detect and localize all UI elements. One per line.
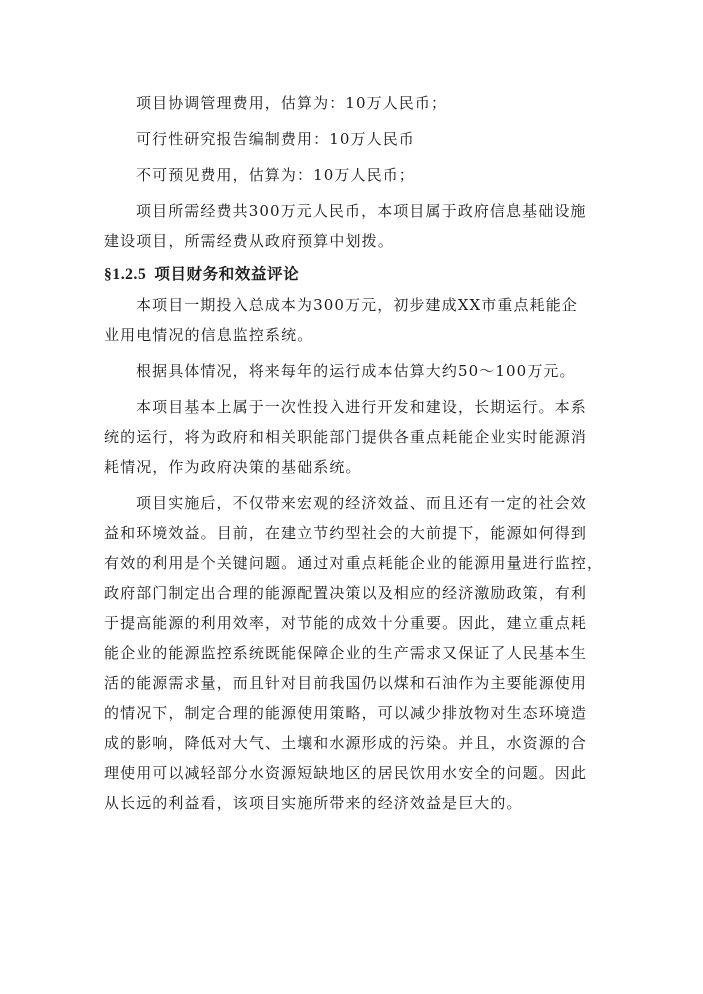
paragraph-line: 业用电情况的信息监控系统。 [104,326,314,344]
section-number: §1.2.5 [104,266,147,283]
contingency-fee-line: 不可预见费用，估算为：10万人民币； [136,166,415,184]
section-title: 项目财务和效益评论 [154,266,300,283]
paragraph-line: 从长远的利益看，该项目实施所带来的经济效益是巨大的。 [104,794,523,812]
paragraph-line: 有效的利用是个关键问题。通过对重点耗能企业的能源用量进行监控， [104,554,604,572]
benefit-paragraph [104,488,610,818]
section-heading [104,260,610,290]
paragraph-line: 项目所需经费共300万元人民币，本项目属于政府信息基础设施 [136,202,587,220]
paragraph-line: 耗情况，作为政府决策的基础系统。 [104,458,362,476]
document-body [104,88,610,818]
paragraph-line: 活的能源需求量，而且针对目前我国仍以煤和石油作为主要能源使用 [104,674,588,692]
investment-paragraph [104,290,610,350]
paragraph-line: 本项目基本上属于一次性投入进行开发和建设，长期运行。本系 [136,398,587,416]
paragraph-line: 本项目一期投入总成本为300万元，初步建成XX市重点耗能企 [136,296,578,314]
funding-paragraph [104,196,610,256]
paragraph-line: 益和环境效益。目前，在建立节约型社会的大前提下，能源如何得到 [104,524,588,542]
paragraph-line: 理使用可以减轻部分水资源短缺地区的居民饮用水安全的问题。因此 [104,764,588,782]
paragraph-line: 政府部门制定出合理的能源配置决策以及相应的经济激励政策，有利 [104,584,588,602]
paragraph-line: 建设项目，所需经费从政府预算中划拨。 [104,232,394,250]
paragraph-line: 根据具体情况，将来每年的运行成本估算大约50～100万元。 [136,362,576,380]
paragraph-line: 成的影响，降低对大气、土壤和水源形成的污染。并且，水资源的合 [104,734,588,752]
operating-cost-paragraph [104,356,610,386]
feasibility-fee-line: 可行性研究报告编制费用：10万人民币 [136,130,415,148]
paragraph-line: 项目实施后，不仅带来宏观的经济效益、而且还有一定的社会效 [136,494,587,512]
paragraph-line: 能企业的能源监控系统既能保障企业的生产需求又保证了人民基本生 [104,644,588,662]
system-paragraph [104,392,610,482]
paragraph-line: 的情况下，制定合理的能源使用策略，可以减少排放物对生态环境造 [104,704,588,722]
coordination-fee-line: 项目协调管理费用，估算为：10万人民币； [136,94,448,112]
paragraph-line: 于提高能源的利用效率，对节能的成效十分重要。因此，建立重点耗 [104,614,588,632]
paragraph-line: 统的运行，将为政府和相关职能部门提供各重点耗能企业实时能源消 [104,428,588,446]
